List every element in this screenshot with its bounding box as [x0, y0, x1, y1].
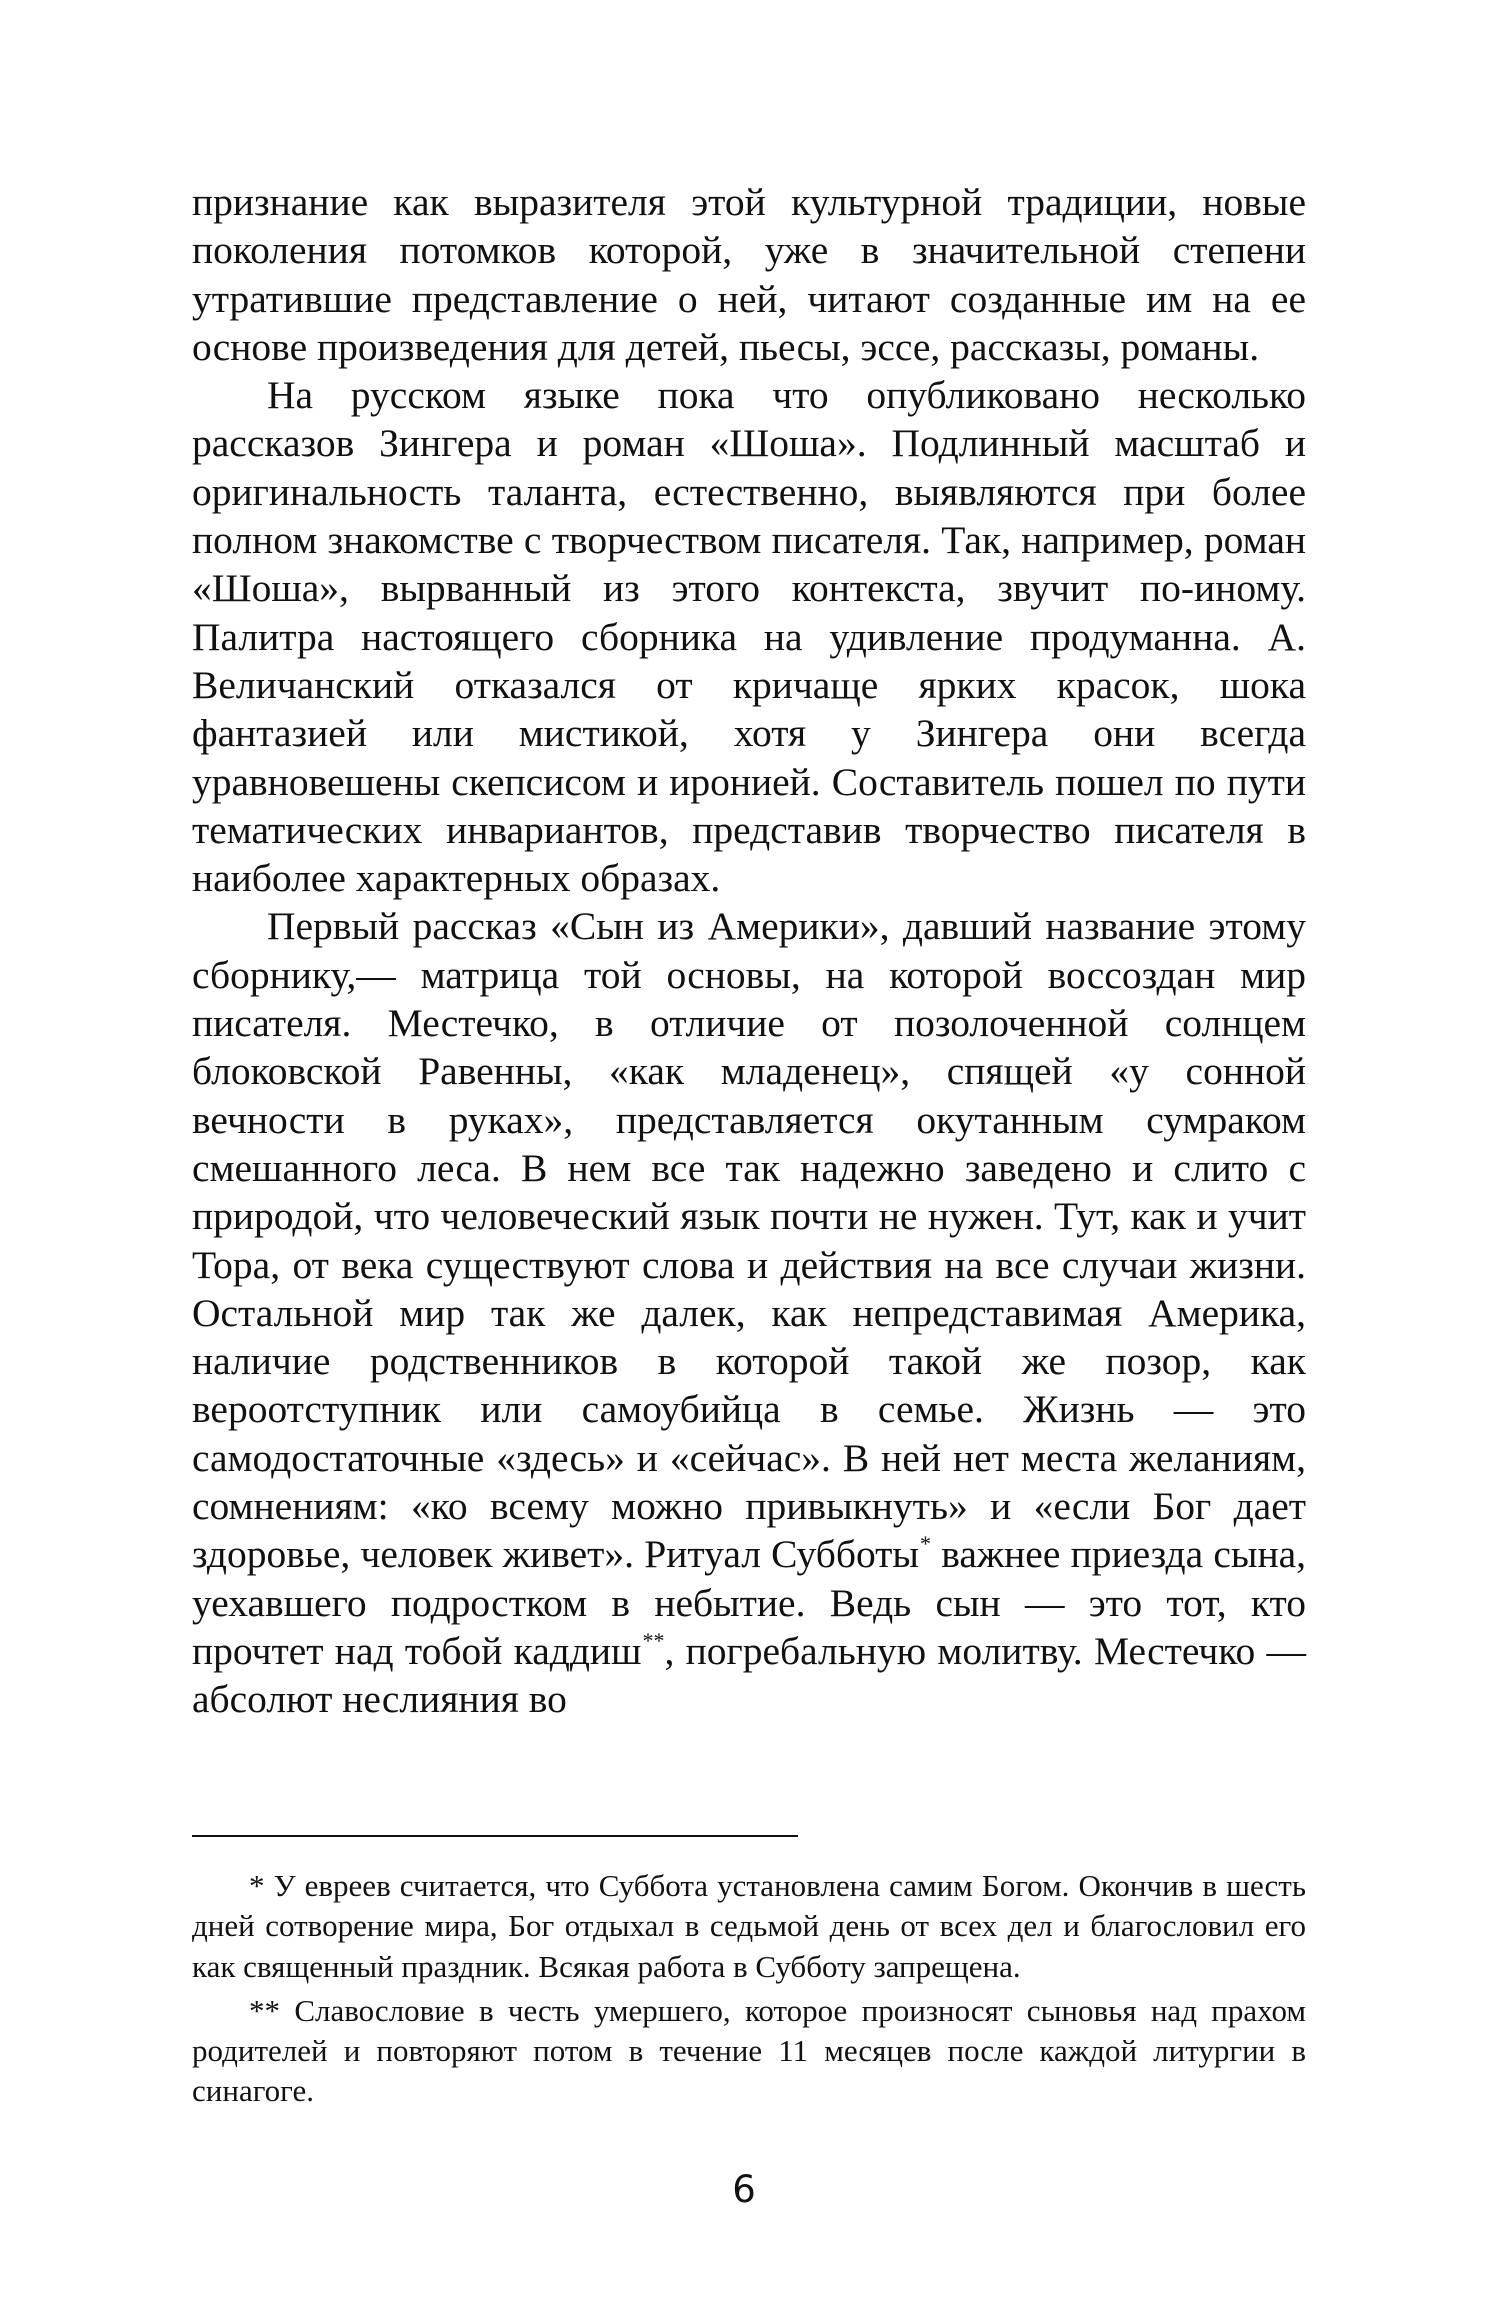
footnote-ref-2[interactable]: **: [642, 1627, 665, 1653]
page-body: [192, 178, 1306, 1724]
paragraph-2: На русском языке пока что опубликовано несколько рассказов Зингера и роман «Шоша». Подлинный масштаб и оригинальность таланта, естественно, выявляются при более полном знакомстве с творчеством писателя. Так, например, роман «Шоша», вырванный из этого контекста, звучит по-иному. Палитра настоящего сборника на удивление продуманна. А. Величанский отказался от кричаще ярких красок, шока фантазией или мистикой, хотя у Зингера они всегда уравновешены скепсисом и иронией. Составитель пошел по пути тематических инвариантов, представив творчество писателя в наиболее характерных образах.: [192, 373, 1306, 901]
paragraph-3-text-b: важнее приезда сына, уехавшего подростком в небытие. Ведь сын — это тот, кто прочтет над тобой каддиш: [192, 1532, 1307, 1673]
footnote-separator: [192, 1835, 798, 1837]
footnote-2: ** Славословие в честь умершего, которое произносят сыновья над прахом родителей и повторяют потом в течение 11 месяцев после каждой литургии в синагоге.: [192, 1992, 1306, 2109]
footnotes: [192, 1866, 1306, 2116]
paragraph-3: [192, 902, 1306, 1723]
page-number: 6: [732, 2168, 756, 2211]
footnote-1: * У евреев считается, что Суббота установлена самим Богом. Окончив в шесть дней сотворение мира, Бог отдыхал в седьмой день от всех дел и благословил его как священный праздник. Всякая работа в Субботу запрещена.: [192, 1868, 1306, 1984]
footnote-ref-1[interactable]: *: [919, 1531, 931, 1557]
paragraph-1: признание как выразителя этой культурной традиции, новые поколения потомков которой, уже в значительной степени утратившие представление о ней, читают созданные им на ее основе произведения для детей, пьесы, эссе, рассказы, романы.: [192, 180, 1306, 369]
paragraph-3-text-a: Первый рассказ «Сын из Америки», давший название этому сборнику,— матрица той основы, на которой воссоздан мир писателя. Местечко, в отличие от позолоченной солнцем блоковской Равенны, «как младенец», спящей «у сонной вечности в руках», представляется окутанным сумраком смешанного леса. В нем все так надежно заведено и слито с природой, что человеческий язык почти не нужен. Тут, как и учит Тора, от века существуют слова и действия на все случаи жизни. Остальной мир так же далек, как непредставимая Америка, наличие родственников в которой такой же позор, как вероотступник или самоубийца в семье. Жизнь — это самодостаточные «здесь» и «сейчас». В ней нет места желаниям, сомнениям: «ко всему можно привыкнуть» и «если Бог дает здоровье, человек живет». Ритуал Субботы: [192, 904, 1306, 1577]
paragraph-3-text-c: , погребальную молитву. Местечко — абсолют неслияния во: [192, 1628, 1306, 1722]
